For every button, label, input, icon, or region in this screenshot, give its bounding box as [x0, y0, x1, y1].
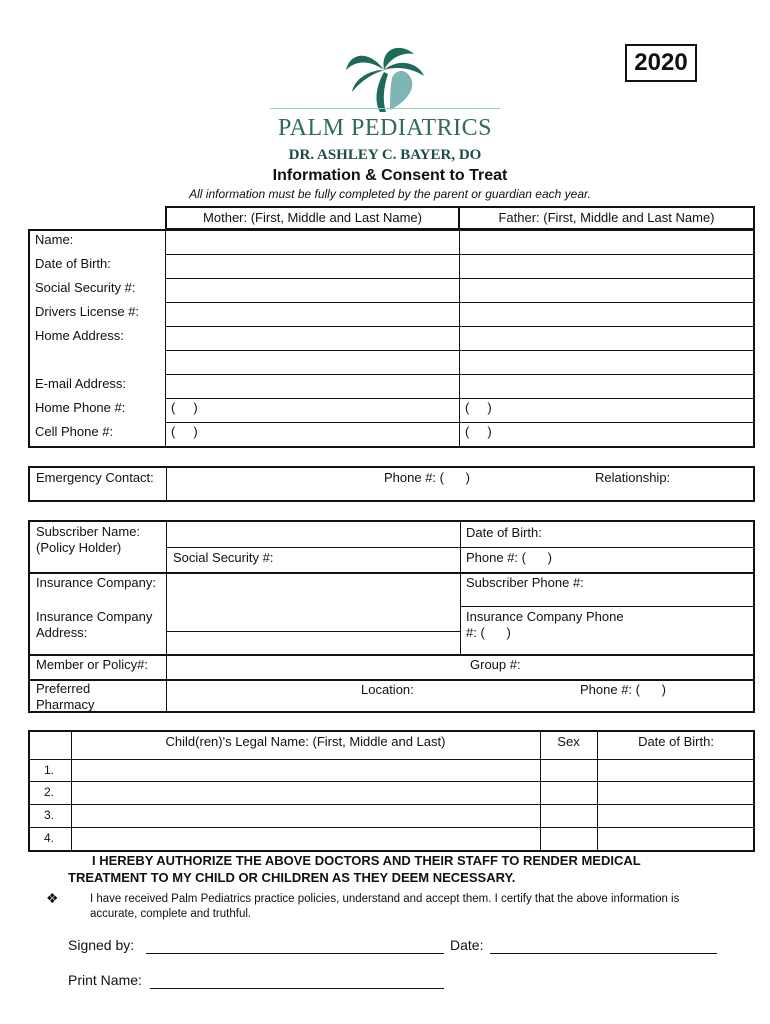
child-row-2: 2.: [44, 785, 55, 799]
pharmacy-location-label: Location:: [361, 682, 414, 697]
pharmacy-phone-field[interactable]: Phone #: ( ): [580, 682, 666, 697]
date-label: Date:: [450, 937, 484, 953]
policy-statement: I have received Palm Pediatrics practice policies, understand and accept them. I certify that the above information is accurate, complete and truthful.: [90, 893, 680, 920]
label-email: E-mail Address:: [35, 376, 127, 391]
year: 2020: [634, 49, 688, 76]
subscriber-phone-field[interactable]: Phone #: ( ): [466, 550, 552, 565]
father-cell-phone-field[interactable]: ( ): [465, 424, 492, 439]
insurance-company-address-label: Insurance Company Address:: [36, 609, 153, 640]
children-table: [28, 730, 755, 852]
mother-home-phone-field[interactable]: ( ): [171, 400, 198, 415]
signed-by-line[interactable]: [146, 953, 444, 954]
form-title: Information & Consent to Treat: [272, 167, 508, 184]
label-home-address: Home Address:: [35, 328, 124, 343]
child-row-1: 1.: [44, 763, 55, 777]
child-name-header: Child(ren)'s Legal Name: (First, Middle and Last): [165, 734, 446, 749]
child-dob-header: Date of Birth:: [638, 734, 714, 749]
child-sex-header: Sex: [557, 734, 580, 749]
subscriber-phone-label: Subscriber Phone #:: [466, 575, 584, 590]
father-home-phone-field[interactable]: ( ): [465, 400, 492, 415]
print-name-label: Print Name:: [68, 972, 142, 988]
authorization-line-1: I HEREBY AUTHORIZE THE ABOVE DOCTORS AND THEIR STAFF TO RENDER MEDICAL: [92, 853, 641, 868]
mother-cell-phone-field[interactable]: ( ): [171, 424, 198, 439]
father-header: Father: (First, Middle and Last Name): [458, 206, 755, 229]
subscriber-dob-label: Date of Birth:: [466, 525, 542, 540]
label-ssn: Social Security #:: [35, 280, 136, 295]
emergency-relationship[interactable]: Relationship:: [595, 470, 671, 485]
subscriber-ssn-label: Social Security #:: [173, 550, 274, 565]
parents-table: [28, 206, 755, 448]
insurance-box: [28, 520, 755, 713]
authorization-line-2: TREATMENT TO MY CHILD OR CHILDREN AS THEY DEEM NECESSARY.: [68, 870, 516, 885]
diamond-bullet-icon: ❖: [46, 890, 59, 906]
year-box: [625, 44, 697, 82]
preferred-pharmacy-label: Preferred Pharmacy: [36, 681, 95, 712]
label-cell-phone: Cell Phone #:: [35, 424, 114, 439]
parents-body: [28, 229, 755, 448]
subscriber-name-label: Subscriber Name: (Policy Holder): [36, 524, 141, 555]
authorization-text: [68, 852, 718, 886]
signed-by-label: Signed by:: [68, 937, 135, 953]
child-row-3: 3.: [44, 808, 55, 822]
form-subtitle: All information must be fully completed by the parent or guardian each year.: [189, 187, 591, 201]
label-dob: Date of Birth:: [35, 256, 111, 271]
member-policy-label: Member or Policy#:: [36, 657, 148, 672]
label-home-phone: Home Phone #:: [35, 400, 126, 415]
insurance-company-phone-label: Insurance Company Phone #: ( ): [466, 609, 628, 640]
label-name: Name:: [35, 232, 74, 247]
child-row-4: 4.: [44, 831, 55, 845]
group-label: Group #:: [470, 657, 521, 672]
emergency-contact-label: Emergency Contact:: [36, 470, 154, 485]
mother-header: Mother: (First, Middle and Last Name): [165, 206, 460, 229]
label-drivers-license: Drivers License #:: [35, 304, 140, 319]
emergency-contact-box: [28, 466, 755, 502]
palm-logo-icon: [340, 40, 430, 115]
print-name-line[interactable]: [150, 988, 444, 989]
brand-name: PALM PEDIATRICS: [270, 108, 500, 142]
insurance-company-label: Insurance Company:: [36, 575, 156, 590]
date-line[interactable]: [490, 953, 717, 954]
doctor-name: DR. ASHLEY C. BAYER, DO: [288, 147, 482, 163]
emergency-phone[interactable]: Phone #: ( ): [384, 470, 470, 485]
